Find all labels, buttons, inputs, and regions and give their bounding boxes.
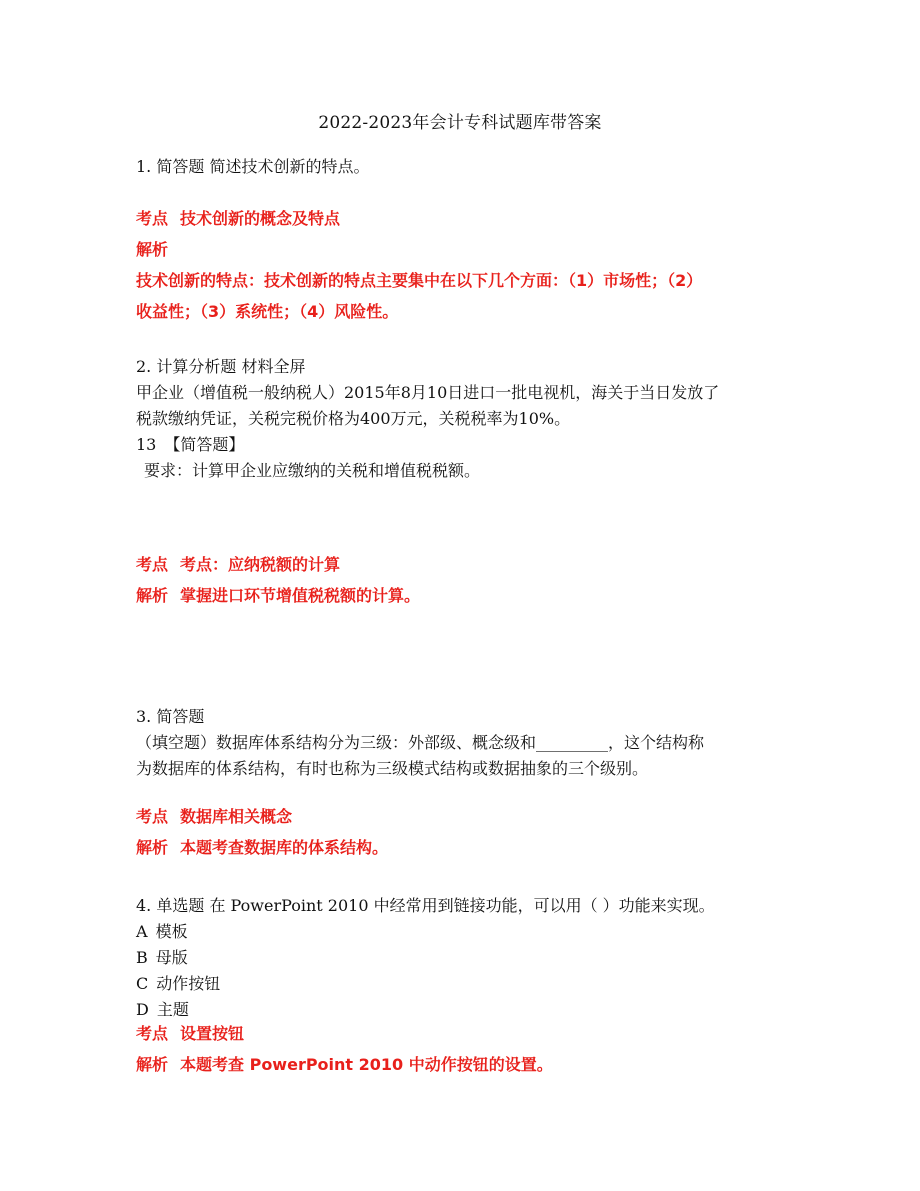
sub-question-row (136, 432, 786, 458)
jiexi-row (136, 1049, 786, 1080)
jiexi-row (136, 832, 786, 863)
kaodian-text: 考点：应纳税额的计算 (180, 555, 341, 574)
kaodian-row (136, 549, 786, 580)
sub-question-type: 【简答题】 (164, 435, 245, 454)
jiexi-label: 解析 (136, 240, 169, 259)
option-text: 动作按钮 (156, 974, 221, 993)
question-2 (136, 354, 786, 484)
question-3-answer (136, 801, 786, 863)
jiexi-text: 本题考查 PowerPoint 2010 中动作按钮的设置。 (180, 1055, 553, 1074)
option-text: 母版 (155, 948, 188, 967)
option-text: 主题 (156, 1000, 189, 1019)
question-header-text: 3. 简答题 (136, 707, 205, 726)
option-c (136, 971, 816, 997)
jiexi-label: 解析 (136, 838, 169, 857)
jiexi-row (136, 580, 786, 611)
question-body-line-2: 为数据库的体系结构，有时也称为三级模式结构或数据抽象的三个级别。 (136, 759, 649, 778)
question-header-text: 4. 单选题 在 PowerPoint 2010 中经常用到链接功能，可以用（ ）功能来实现。 (136, 896, 715, 915)
option-b (136, 945, 816, 971)
kaodian-row (136, 203, 786, 234)
jiexi-label: 解析 (136, 1055, 169, 1074)
question-1-header (136, 154, 786, 180)
question-body-line-2: 税款缴纳凭证，关税完税价格为400万元，关税税率为10%。 (136, 409, 571, 428)
question-body-line-1: 甲企业（增值税一般纳税人）2015年8月10日进口一批电视机，海关于当日发放了 (136, 383, 720, 402)
option-letter: A (136, 922, 148, 941)
question-2-answer (136, 549, 786, 611)
question-header-text: 2. 计算分析题 材料全屏 (136, 357, 306, 376)
question-4 (136, 893, 816, 1023)
option-letter: D (136, 1000, 149, 1019)
option-letter: C (136, 974, 149, 993)
kaodian-label: 考点 (136, 555, 169, 574)
question-4-answer (136, 1018, 786, 1080)
question-3 (136, 704, 786, 782)
question-1-answer (136, 203, 786, 327)
question-body-line-1: （填空题）数据库体系结构分为三级：外部级、概念级和_________，这个结构称 (136, 733, 705, 752)
kaodian-text: 设置按钮 (180, 1024, 245, 1043)
question-header-text: 1. 简答题 简述技术创新的特点。 (136, 157, 370, 176)
kaodian-row (136, 801, 786, 832)
jiexi-label: 解析 (136, 586, 169, 605)
option-a (136, 919, 816, 945)
jiexi-text-line-2: 收益性；（3）系统性；（4）风险性。 (136, 302, 399, 321)
kaodian-label: 考点 (136, 1024, 169, 1043)
jiexi-text-line-1: 技术创新的特点：技术创新的特点主要集中在以下几个方面：（1）市场性；（2） (136, 271, 703, 290)
kaodian-text: 数据库相关概念 (180, 807, 293, 826)
option-text: 模板 (155, 922, 188, 941)
sub-question-number: 13 (136, 435, 157, 454)
document-title: 2022-2023年会计专科试题库带答案 (318, 113, 602, 133)
kaodian-label: 考点 (136, 807, 169, 826)
kaodian-row (136, 1018, 786, 1049)
jiexi-text: 本题考查数据库的体系结构。 (180, 838, 389, 857)
option-letter: B (136, 948, 148, 967)
kaodian-text: 技术创新的概念及特点 (180, 209, 341, 228)
question-requirement: 要求：计算甲企业应缴纳的关税和增值税税额。 (144, 461, 481, 480)
jiexi-text: 掌握进口环节增值税税额的计算。 (180, 586, 421, 605)
kaodian-label: 考点 (136, 209, 169, 228)
